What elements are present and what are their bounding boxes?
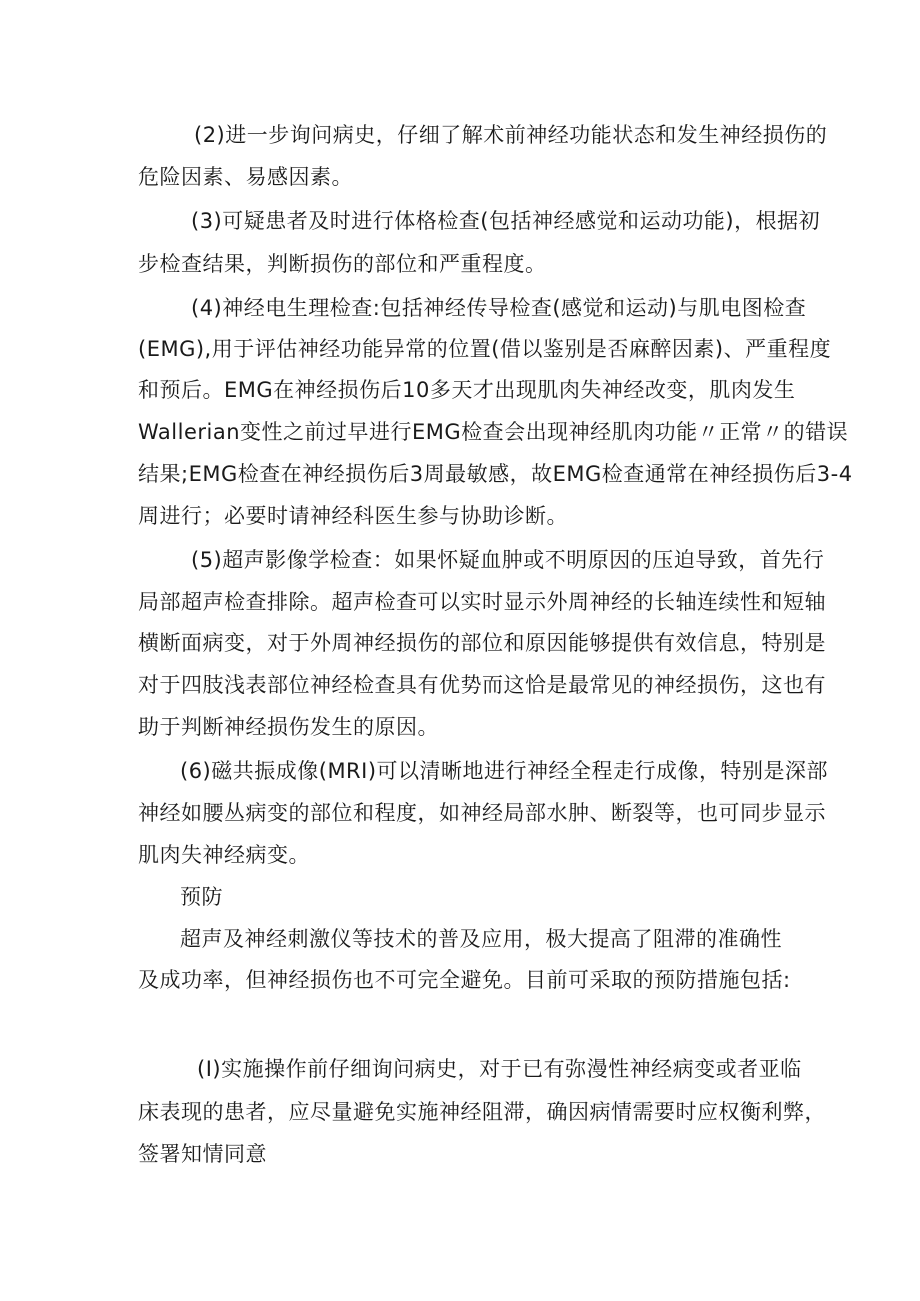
intro-line-2: 及成功率，但神经损伤也不可完全避免。目前可采取的预防措施包括:	[138, 968, 791, 992]
p4-line-3: 和预后。EMG在神经损伤后10多天才出现肌肉失神经改变，肌肉发生	[138, 378, 796, 402]
p2-line-1: (2)进一步询问病史，仔细了解术前神经功能状态和发生神经损伤的	[194, 123, 828, 147]
p4-line-6: 周进行；必要时请神经科医生参与协助诊断。	[138, 504, 568, 528]
p4-line-5: 结果;EMG检查在神经损伤后3周最敏感，故EMG检查通常在神经损伤后3-4	[138, 462, 853, 486]
p5-line-5: 助于判断神经损伤发生的原因。	[138, 715, 439, 739]
m1-line-3: 签署知情同意	[138, 1142, 267, 1166]
m1-line-1: (I)实施操作前仔细询问病史，对于已有弥漫性神经病变或者亚临	[197, 1057, 802, 1081]
p3-line-1: (3)可疑患者及时进行体格检查(包括神经感觉和运动功能)，根据初	[191, 209, 821, 233]
p5-line-4: 对于四肢浅表部位神经检查具有优势而这恰是最常见的神经损伤，这也有	[138, 673, 826, 697]
intro-line-1: 超声及神经刺激仪等技术的普及应用，极大提高了阻滞的准确性	[180, 927, 782, 951]
p4-line-1: (4)神经电生理检查:包括神经传导检查(感觉和运动)与肌电图检查	[191, 296, 807, 320]
p3-line-2: 步检查结果，判断损伤的部位和严重程度。	[138, 252, 547, 276]
p5-line-1: (5)超声影像学检查：如果怀疑血肿或不明原因的压迫导致，首先行	[191, 548, 825, 572]
p5-line-3: 横断面病变，对于外周神经损伤的部位和原因能够提供有效信息，特别是	[138, 631, 826, 655]
p6-line-3: 肌肉失神经病变。	[138, 843, 310, 867]
p4-line-2: (EMG),用于评估神经功能异常的位置(借以鉴别是否麻醉因素)、严重程度	[138, 337, 832, 361]
p2-line-2: 危险因素、易感因素。	[138, 165, 353, 189]
p6-line-2: 神经如腰丛病变的部位和程度，如神经局部水肿、断裂等，也可同步显示	[138, 801, 826, 825]
p6-line-1: (6)磁共振成像(MRI)可以清晰地进行神经全程走行成像，特别是深部	[180, 759, 829, 783]
p5-line-2: 局部超声检查排除。超声检查可以实时显示外周神经的长轴连续性和短轴	[138, 590, 826, 614]
m1-line-2: 床表现的患者，应尽量避免实施神经阻滞，确因病情需要时应权衡利弊，	[138, 1100, 826, 1124]
section-heading-prevention: 预防	[180, 885, 223, 909]
p4-line-4: Wallerian变性之前过早进行EMG检查会出现神经肌肉功能〃正常〃的错误	[138, 420, 849, 444]
